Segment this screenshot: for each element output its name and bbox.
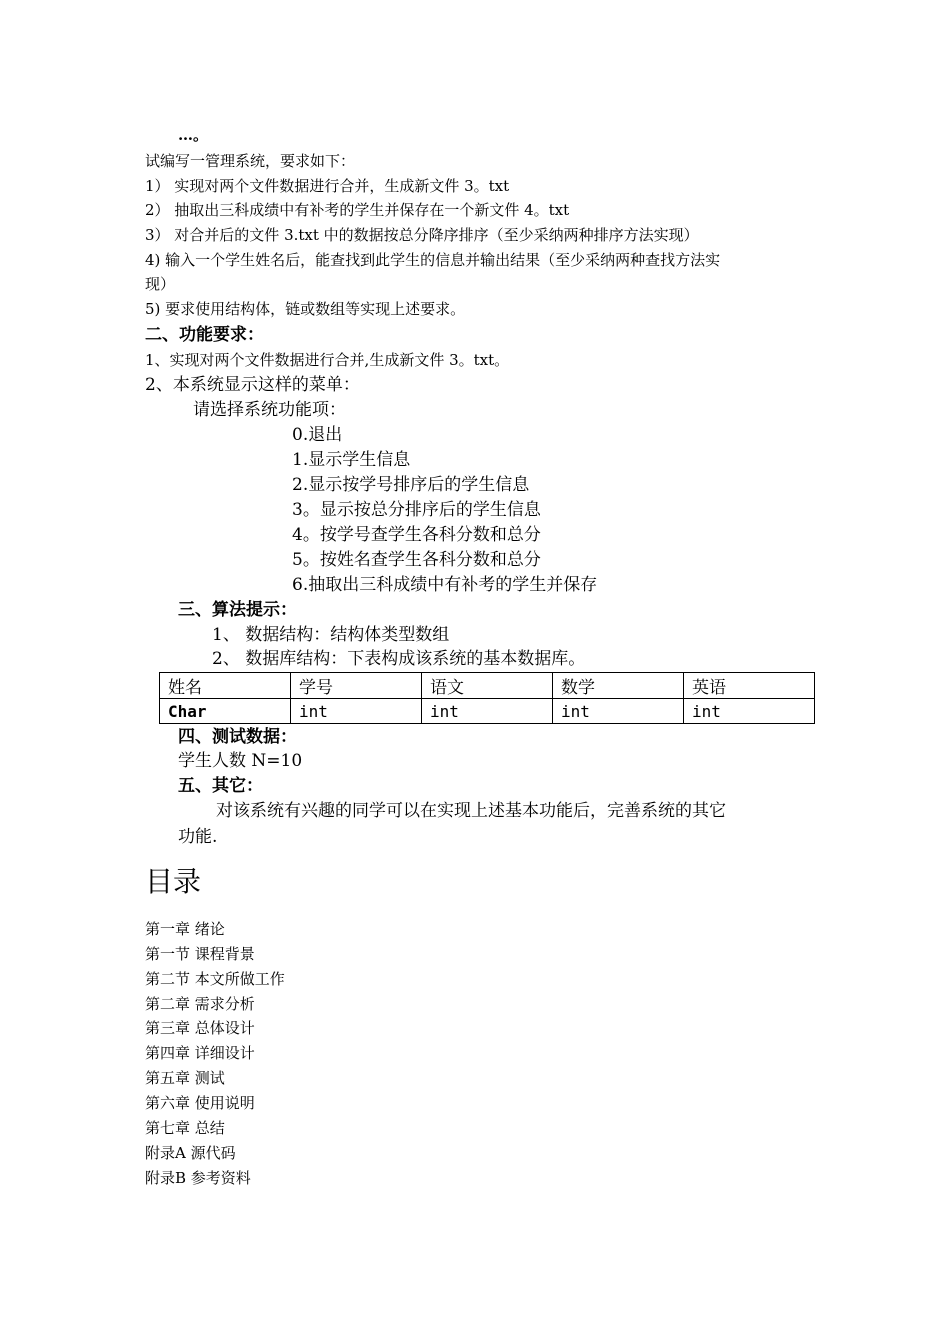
menu-item: 5。按姓名查学生各科分数和总分: [292, 550, 541, 570]
toc-entry: 第四章 详细设计: [145, 1044, 255, 1062]
toc-entry: 第二节 本文所做工作: [145, 970, 285, 988]
toc-entry: 第五章 测试: [145, 1069, 225, 1087]
section-3-heading: 三、算法提示：: [178, 600, 297, 620]
toc-entry: 第一章 绪论: [145, 920, 225, 938]
test-data-text: 学生人数 N=10: [178, 751, 303, 771]
section-2-heading: 二、功能要求：: [145, 325, 264, 345]
function-item-1: 1、实现对两个文件数据进行合并,生成新文件 3。txt。: [145, 351, 510, 369]
table-header-cell: 姓名: [160, 673, 291, 699]
table-header-row: [160, 673, 815, 699]
table-row: [160, 699, 815, 724]
table-header-cell: 英语: [684, 673, 815, 699]
table-cell: int: [291, 699, 422, 724]
menu-item: 6.抽取出三科成绩中有补考的学生并保存: [292, 575, 598, 595]
toc-entry: 附录A 源代码: [145, 1144, 236, 1162]
function-item-2: 2、本系统显示这样的菜单：: [145, 375, 360, 395]
task-statement: 试编写一管理系统，要求如下：: [145, 152, 356, 170]
menu-item: 3。显示按总分排序后的学生信息: [292, 500, 541, 520]
algorithm-hint-1: 1、 数据结构：结构体类型数组: [212, 625, 450, 645]
requirement-5: 5) 要求使用结构体，链或数组等实现上述要求。: [145, 300, 466, 318]
menu-item: 2.显示按学号排序后的学生信息: [292, 475, 530, 495]
other-text-line-2: 功能.: [178, 827, 218, 847]
toc-entry: 第二章 需求分析: [145, 995, 255, 1013]
menu-item: 4。按学号查学生各科分数和总分: [292, 525, 541, 545]
toc-entry: 附录B 参考资料: [145, 1169, 251, 1187]
table-cell: int: [553, 699, 684, 724]
toc-entry: 第七章 总结: [145, 1119, 225, 1137]
table-header-cell: 数学: [553, 673, 684, 699]
algorithm-hint-2: 2、 数据库结构：下表构成该系统的基本数据库。: [212, 649, 586, 669]
menu-item: 0.退出: [292, 425, 343, 445]
menu-item: 1.显示学生信息: [292, 450, 411, 470]
section-5-heading: 五、其它：: [178, 776, 263, 796]
toc-title: 目录: [145, 865, 202, 898]
other-text-line-1: 对该系统有兴趣的同学可以在实现上述基本功能后，完善系统的其它: [216, 801, 726, 821]
ellipsis: …。: [178, 126, 209, 144]
database-structure-table: [159, 672, 815, 724]
requirement-4-line-1: 4) 输入一个学生姓名后，能查找到此学生的信息并输出结果（至少采纳两种查找方法实: [145, 251, 721, 269]
requirement-4-line-2: 现）: [145, 275, 176, 293]
toc-entry: 第三章 总体设计: [145, 1019, 255, 1037]
menu-prompt: 请选择系统功能项：: [193, 400, 346, 420]
requirement-1: 1） 实现对两个文件数据进行合并，生成新文件 3。txt: [145, 177, 510, 195]
table-cell: int: [684, 699, 815, 724]
toc-entry: 第六章 使用说明: [145, 1094, 255, 1112]
table-header-cell: 语文: [422, 673, 553, 699]
section-4-heading: 四、测试数据：: [178, 727, 297, 747]
requirement-2: 2） 抽取出三科成绩中有补考的学生并保存在一个新文件 4。txt: [145, 201, 570, 219]
toc-entry: 第一节 课程背景: [145, 945, 255, 963]
table-cell: int: [422, 699, 553, 724]
requirement-3: 3） 对合并后的文件 3.txt 中的数据按总分降序排序（至少采纳两种排序方法实现）: [145, 226, 699, 244]
table-cell: Char: [160, 699, 291, 724]
table-header-cell: 学号: [291, 673, 422, 699]
